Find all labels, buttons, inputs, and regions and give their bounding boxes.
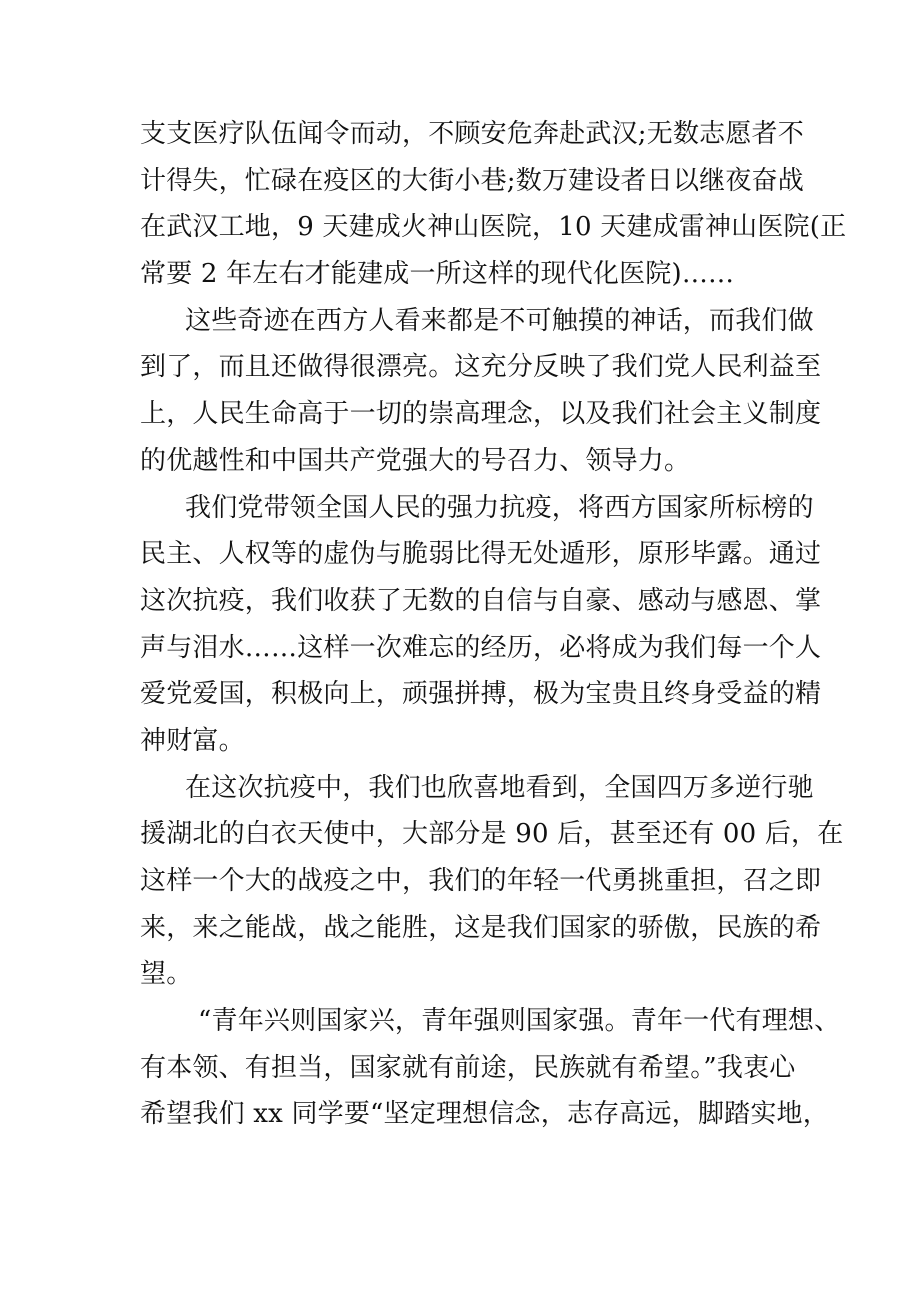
paragraph-line: “青年兴则国家兴，青年强则国家强。青年一代有理想、: [198, 1006, 841, 1037]
paragraph-line: 声与泪水……这样一次难忘的经历，必将成为我们每一个人: [140, 632, 822, 663]
paragraph-line: 这样一个大的战疫之中，我们的年轻一代勇挑重担，召之即: [140, 866, 822, 896]
paragraph-3: [140, 485, 822, 765]
paragraph-5: [140, 998, 841, 1138]
paragraph-1: [140, 111, 847, 298]
paragraph-line: 爱党爱国，积极向上，顽强拼搏，极为宝贵且终身受益的精: [140, 679, 822, 710]
paragraph-line: 的优越性和中国共产党强大的号召力、领导力。: [140, 445, 691, 476]
paragraph-line: 援湖北的白衣天使中，大部分是 90 后，甚至还有 00 后，在: [140, 819, 844, 850]
paragraph-line: 计得失，忙碌在疫区的大街小巷;数万建设者日以继夜奋战: [140, 165, 804, 196]
paragraph-line: 神财富。: [140, 725, 245, 756]
paragraph-line: 在这次抗疫中，我们也欣喜地看到，全国四万多逆行驰: [185, 772, 814, 803]
paragraph-line: 有本领、有担当，国家就有前途，民族就有希望。”我衷心: [140, 1052, 796, 1083]
paragraph-line: 这次抗疫，我们收获了无数的自信与自豪、感动与感恩、掌: [140, 585, 822, 616]
paragraph-line: 在武汉工地，9 天建成火神山医院，10 天建成雷神山医院(正: [140, 212, 847, 243]
paragraph-line: 民主、人权等的虚伪与脆弱比得无处遁形，原形毕露。通过: [140, 539, 822, 570]
paragraph-line: 这些奇迹在西方人看来都是不可触摸的神话，而我们做: [185, 305, 814, 336]
paragraph-line: 来，来之能战，战之能胜，这是我们国家的骄傲，民族的希: [140, 912, 822, 943]
paragraph-line: 望。: [140, 959, 193, 990]
paragraph-line: 希望我们 xx 同学要“坚定理想信念，志存高远，脚踏实地，: [140, 1099, 829, 1130]
document-body: [140, 111, 847, 1138]
paragraph-line: 常要 2 年左右才能建成一所这样的现代化医院)……: [140, 259, 735, 290]
paragraph-line: 我们党带领全国人民的强力抗疫，将西方国家所标榜的: [185, 492, 814, 523]
paragraph-line: 到了，而且还做得很漂亮。这充分反映了我们党人民利益至: [140, 352, 822, 383]
paragraph-line: 支支医疗队伍闻令而动，不顾安危奔赴武汉;无数志愿者不: [140, 119, 804, 149]
paragraph-line: 上，人民生命高于一切的崇高理念，以及我们社会主义制度: [140, 399, 822, 430]
paragraph-4: [140, 765, 844, 998]
paragraph-2: [140, 298, 822, 485]
